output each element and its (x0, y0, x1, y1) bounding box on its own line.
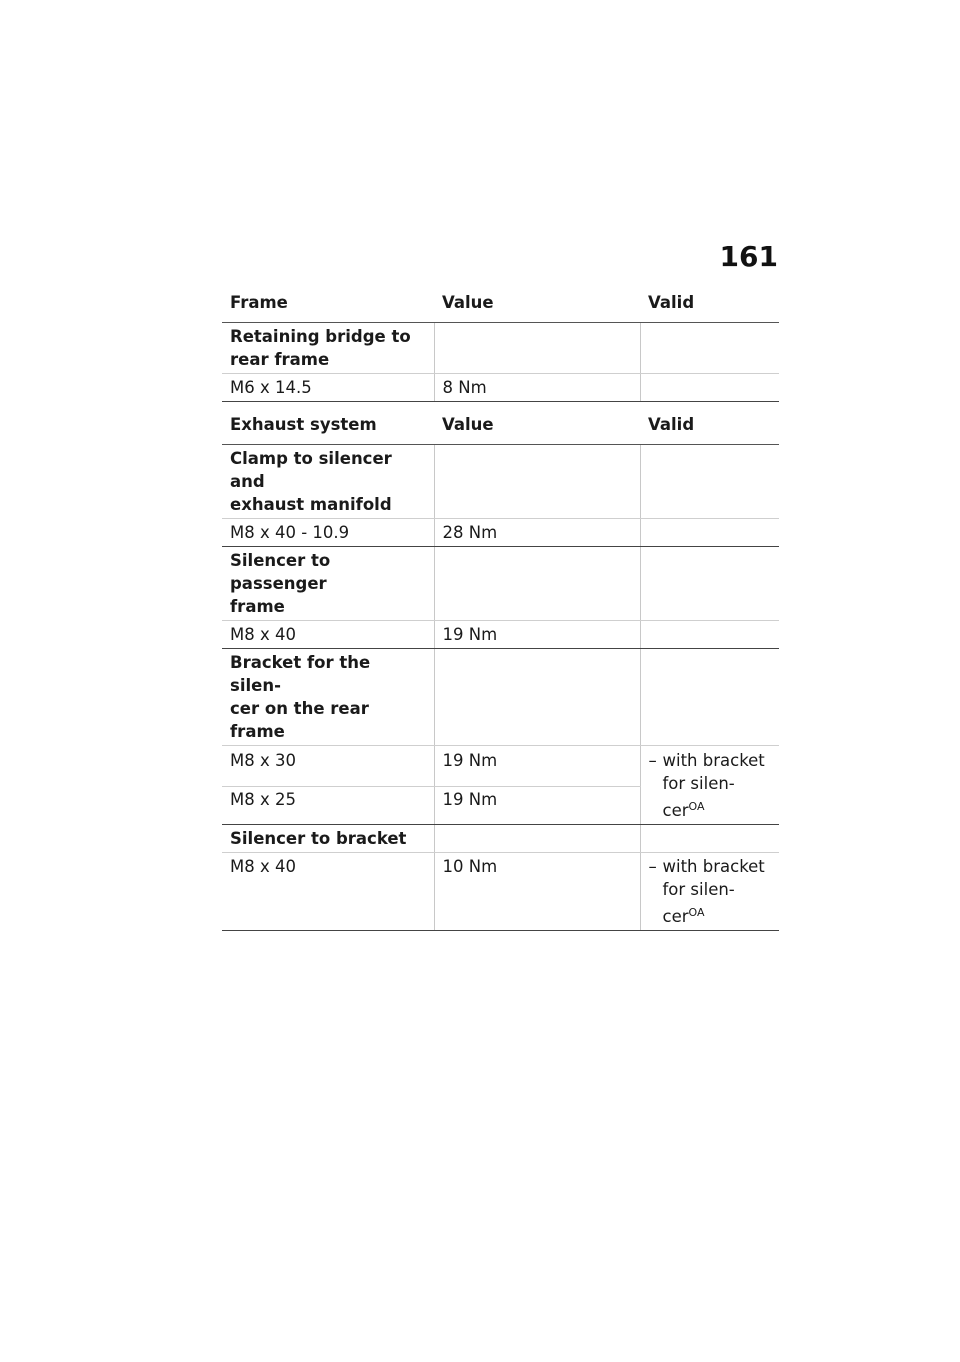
torque-value: 8 Nm (434, 374, 640, 402)
table-header-row (222, 404, 779, 445)
table-header-row (222, 282, 779, 323)
torque-value: 19 Nm (434, 746, 640, 787)
torque-value: 19 Nm (434, 786, 640, 824)
column-header-value: Value (434, 404, 640, 445)
frame-torque-table (222, 282, 779, 402)
component-label: Clamp to silencer and exhaust manifold (222, 445, 434, 519)
page-number: 161 (719, 240, 778, 273)
footnote-marker: OA (688, 800, 705, 813)
valid-cell (640, 621, 779, 649)
column-header-component: Frame (222, 282, 434, 323)
valid-note: – with bracket for silen- cer$^{OA}$ (640, 746, 779, 825)
exhaust-torque-table (222, 404, 779, 931)
table-row (222, 323, 779, 374)
torque-value: 19 Nm (434, 621, 640, 649)
table-row (222, 649, 779, 746)
dash-glyph: – (648, 857, 657, 876)
component-label: Retaining bridge to rear frame (222, 323, 434, 374)
torque-value: 10 Nm (434, 853, 640, 931)
table-row (222, 547, 779, 621)
screw-size: M8 x 25 (222, 786, 434, 824)
dash-glyph: – (648, 751, 657, 770)
column-header-value: Value (434, 282, 640, 323)
screw-size: M8 x 40 - 10.9 (222, 519, 434, 547)
component-label: Silencer to passenger frame (222, 547, 434, 621)
table-row (222, 853, 779, 931)
column-header-component: Exhaust system (222, 404, 434, 445)
screw-size: M8 x 30 (222, 746, 434, 787)
valid-cell (640, 519, 779, 547)
torque-value: 28 Nm (434, 519, 640, 547)
table-row (222, 621, 779, 649)
table-row (222, 825, 779, 853)
footnote-marker: OA (688, 906, 705, 919)
column-header-valid: Valid (640, 282, 779, 323)
column-header-valid: Valid (640, 404, 779, 445)
screw-size: M8 x 40 (222, 621, 434, 649)
component-label: Silencer to bracket (222, 825, 434, 853)
screw-size: M8 x 40 (222, 853, 434, 931)
table-row (222, 445, 779, 519)
component-label: Bracket for the silen- cer on the rear frame (222, 649, 434, 746)
table-row (222, 374, 779, 402)
screw-size: M6 x 14.5 (222, 374, 434, 402)
table-row (222, 519, 779, 547)
valid-cell (640, 374, 779, 402)
valid-note: – with bracket for silen- cer$^{OA}$ (640, 853, 779, 931)
table-row (222, 746, 779, 787)
